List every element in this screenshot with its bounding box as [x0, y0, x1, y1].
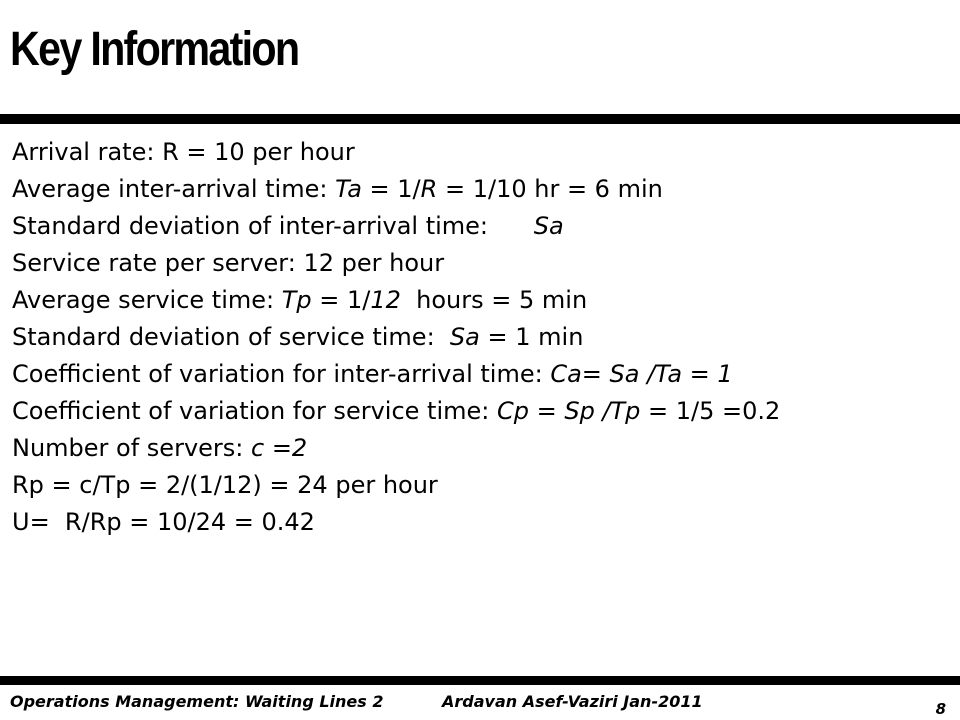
body-line-text: Tp	[281, 286, 312, 314]
body-line	[12, 171, 942, 208]
body-line-text: Cp = Sp /Tp	[496, 397, 641, 425]
footer-divider	[0, 676, 960, 685]
body-line	[12, 208, 942, 245]
body-line-text: Arrival rate: R = 10 per hour	[12, 138, 355, 166]
body-line-text: R	[420, 175, 438, 203]
body-line-text: Standard deviation of inter-arrival time:	[12, 212, 534, 240]
body-line	[12, 282, 942, 319]
footer-course: Operations Management: Waiting Lines 2	[10, 692, 384, 711]
body-line-text: U= R/Rp = 10/24 = 0.42	[12, 508, 315, 536]
body-line-text: Service rate per server: 12 per hour	[12, 249, 445, 277]
body-line-text: Rp = c/Tp = 2/(1/12) = 24 per hour	[12, 471, 438, 499]
slide-title: Key Information	[10, 23, 299, 76]
body-line	[12, 134, 942, 171]
body-line-text: = 1 min	[479, 323, 584, 351]
body-line-text: hours = 5 min	[400, 286, 588, 314]
body-line-text: Ca= Sa /Ta = 1	[550, 360, 733, 388]
body-line-text: Sa	[533, 212, 564, 240]
body-line-text: Average service time:	[12, 286, 282, 314]
body-line	[12, 245, 942, 282]
page-number: 8	[935, 700, 946, 718]
body-line-text: Ta	[335, 175, 362, 203]
body-line-text: Standard deviation of service time:	[12, 323, 450, 351]
body-line-text: 12	[370, 286, 401, 314]
body-line-text: Sa	[449, 323, 480, 351]
body-line-text: Average inter-arrival time:	[12, 175, 336, 203]
body-line-text: Number of servers:	[12, 434, 251, 462]
body-line-text: c =2	[251, 434, 308, 462]
body-line-text: = 1/	[361, 175, 421, 203]
body-line	[12, 430, 942, 467]
body-line	[12, 393, 942, 430]
body-line-text: = 1/10 hr = 6 min	[437, 175, 663, 203]
body-line-text: = 1/5 =0.2	[640, 397, 781, 425]
body-line	[12, 356, 942, 393]
body-line	[12, 467, 942, 504]
footer-author-date: Ardavan Asef-Vaziri Jan-2011	[442, 692, 703, 711]
body-line	[12, 504, 942, 541]
title-divider	[0, 114, 960, 124]
slide-body	[12, 134, 942, 541]
body-line-text: Coefficient of variation for service time:	[12, 397, 497, 425]
body-line	[12, 319, 942, 356]
body-line-text: Coefficient of variation for inter-arrival time:	[12, 360, 551, 388]
body-line-text: = 1/	[311, 286, 371, 314]
